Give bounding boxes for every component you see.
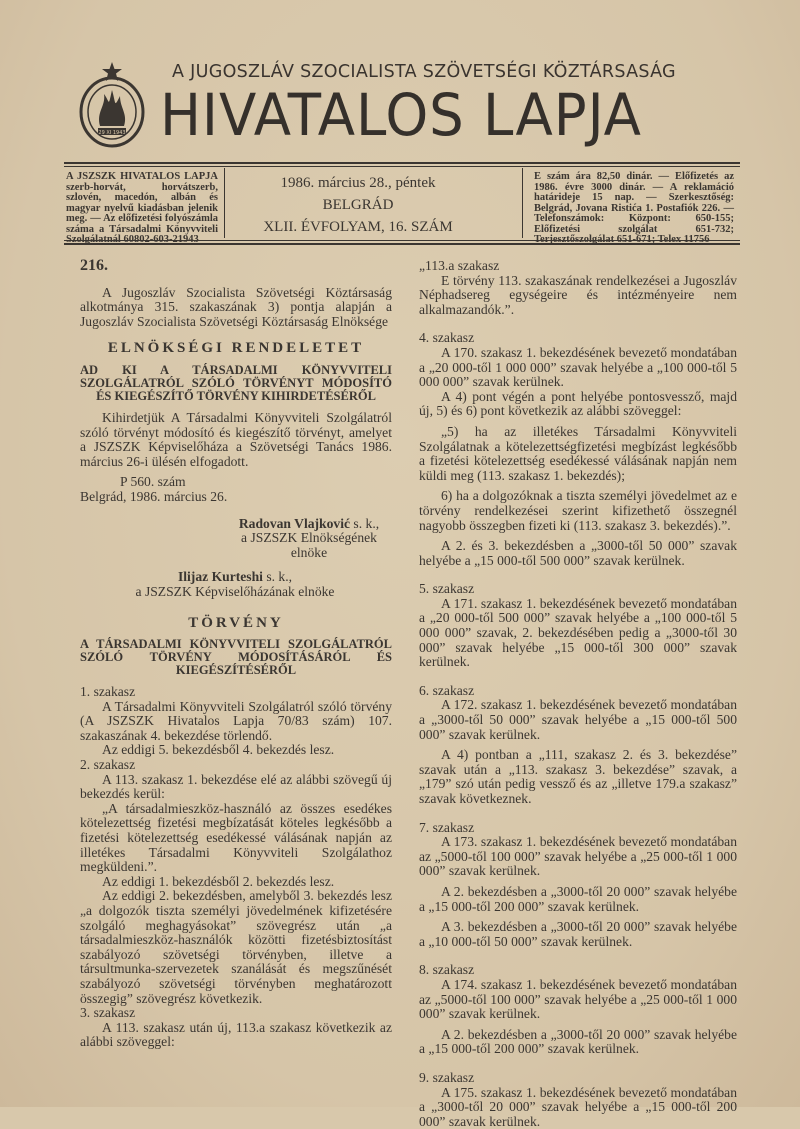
section-heading: 2. szakasz xyxy=(80,758,392,773)
signatory-role: a JSZSZK Elnökségének elnöke xyxy=(226,531,392,560)
left-column xyxy=(80,259,392,1050)
issue-place: BELGRÁD xyxy=(228,194,488,216)
header-divider xyxy=(522,168,523,238)
section-heading: 1. szakasz xyxy=(80,685,392,700)
paragraph: A 4) pont végén a pont helyébe pontosvessző, majd új, 5) és 6) pont következik az alábbi szöveggel: xyxy=(419,390,737,419)
section-heading: 4. szakasz xyxy=(419,331,737,346)
signatory-sk: s. k., xyxy=(350,516,379,531)
law-title: TÖRVÉNY xyxy=(80,616,392,631)
header-bottom-rule-thin xyxy=(64,240,740,241)
paragraph: A 4) pontban a „111, szakasz 2. és 3. bekezdése” szavak után a „113. szakasz 3. bekezdése” szavak, a „179” szó után pedig vessző és az „illetve 179.a szakasz” szavak következnek. xyxy=(419,748,737,806)
intro-paragraph: A Jugoszláv Szocialista Szövetségi Köztársaság alkotmánya 315. szakaszának 3) pontja alapján a Jugoszláv Szocialista Szövetségi Köztársaság Elnöksége xyxy=(80,286,392,330)
section-heading: 8. szakasz xyxy=(419,963,737,978)
header-issue-info xyxy=(228,172,488,242)
masthead-title: HIVATALOS LAPJA xyxy=(160,86,642,144)
paragraph: A 2. bekezdésben a „3000-től 20 000” szavak helyébe a „15 000-től 200 000” szavak kerülnek. xyxy=(419,1028,737,1057)
paragraph: A 175. szakasz 1. bekezdésének bevezető mondatában a „3000-től 20 000” szavak helyébe a „15 000-től 200 000” szavak kerülnek. xyxy=(419,1086,737,1129)
paragraph: A 171. szakasz 1. bekezdésének bevezető mondatában a „20 000-től 500 000” szavak helyébe a „100 000-től 5 000 000” szavak, 2. bekezdésében pedig a „3000-től 30 000” szavak helyébe „15 000-től 300 000” szavak kerülnek. xyxy=(419,597,737,670)
paragraph: A Társadalmi Könyvviteli Szolgálatról szóló törvény (A JSZSZK Hivatalos Lapja 70/83 szám) 107. szakaszának 4. bekezdése törlendő. xyxy=(80,700,392,744)
header-publication-info: A JSZSZK HIVATALOS LAPJA szerb-horvát, horvátszerb, szlovén, macedón, albán és magyar nyelvű kiadásban jelenik meg. — Az előfizetési folyószámla száma a Társadalmi Könyvviteli Szolgálatnál 60802-603-21943 xyxy=(66,172,218,242)
paragraph: 6) ha a dolgozóknak a tiszta személyi jövedelmet az e törvény rendelkezései szerint kifizethető összegnél nagyobb összegben fizeti ki (113. szakasz 3. bekezdés).”. xyxy=(419,489,737,533)
paragraph: Az eddigi 1. bekezdésből 2. bekezdés lesz. xyxy=(80,875,392,890)
item-number: 216. xyxy=(80,259,392,274)
svg-text:29 XI 1943: 29 XI 1943 xyxy=(98,130,125,136)
paragraph: „A társadalmieszköz-használó az összes esedékes kötelezettség fizetési megbízatását köteles legkésőbb a fizetési kötelezettség esedékessé válásának napján az illetékes Társadalmi Könyvviteli Szolgálathoz megküldeni.”. xyxy=(80,802,392,875)
paragraph: A 170. szakasz 1. bekezdésének bevezető mondatában a „20 000-től 1 000 000” szavak helyébe a „100 000-től 5 000 000” szavak kerülnek. xyxy=(419,346,737,390)
paragraph: A 172. szakasz 1. bekezdésének bevezető mondatában a „3000-től 50 000” szavak helyébe a „15 000-től 500 000” szavak kerülnek. xyxy=(419,698,737,742)
decree-subtitle: AD KI A TÁRSADALMI KÖNYVVITELI SZOLGÁLATRÓL SZÓLÓ TÖRVÉNYT MÓDOSÍTÓ ÉS KIEGÉSZÍTŐ TÖRVÉNY KIHIRDETÉSÉRŐL xyxy=(80,364,392,403)
state-emblem-icon xyxy=(76,60,148,152)
header-bottom-rule xyxy=(64,243,740,245)
paragraph: A 174. szakasz 1. bekezdésének bevezető mondatában az „5000-től 100 000” szavak helyébe a „25 000-től 1 000 000” szavak kerülnek. xyxy=(419,978,737,1022)
reference-number: P 560. szám xyxy=(80,475,392,490)
paragraph: „5) ha az illetékes Társadalmi Könyvviteli Szolgálatnak a kötelezettségfizetési megbízást legkésőbb a fizetési kötelezettség esedékessé válásának napján nem küldi meg (113. szakasz 1. bekezdés); xyxy=(419,425,737,483)
paragraph: E törvény 113. szakaszának rendelkezései a Jugoszláv Néphadsereg egységeire és intézményeire nem alkalmazandók.”. xyxy=(419,274,737,318)
signature-2 xyxy=(130,570,340,599)
signature-1 xyxy=(226,517,392,561)
signatory-role: a JSZSZK Képviselőházának elnöke xyxy=(130,585,340,600)
section-heading: 5. szakasz xyxy=(419,582,737,597)
paragraph: A 2. bekezdésben a „3000-től 20 000” szavak helyébe a „15 000-től 200 000” szavak kerülnek. xyxy=(419,885,737,914)
paragraph: A 3. bekezdésben a „3000-től 20 000” szavak helyébe a „10 000-től 50 000” szavak kerülnek. xyxy=(419,920,737,949)
section-heading: 9. szakasz xyxy=(419,1071,737,1086)
signatory-name: Radovan Vlajković xyxy=(239,516,350,531)
paragraph: Az eddigi 5. bekezdésből 4. bekezdés lesz. xyxy=(80,743,392,758)
section-heading: 7. szakasz xyxy=(419,821,737,836)
section-heading: 6. szakasz xyxy=(419,684,737,699)
header-divider xyxy=(224,168,225,238)
paragraph: A 113. szakasz után új, 113.a szakasz következik az alábbi szöveggel: xyxy=(80,1021,392,1050)
paragraph: A 2. és 3. bekezdésben a „3000-től 50 000” szavak helyébe a „15 000-től 500 000” szavak kerülnek. xyxy=(419,539,737,568)
header-price-contact: E szám ára 82,50 dinár. — Előfizetés az 1986. évre 3000 dinár. — A reklamáció határideje 15 nap. — Szerkesztőség: Belgrád, Jovana Ristića 1. Postafiók 226. — Telefonszámok: Központ: 650-155; Előfizetési szolgálat 651-732; Terjesztőszolgálat 651-671; Telex 11756 xyxy=(534,172,734,242)
reference-date: Belgrád, 1986. március 26. xyxy=(80,490,392,505)
paragraph: A 173. szakasz 1. bekezdésének bevezető mondatában az „5000-től 100 000” szavak helyébe a „25 000-től 1 000 000” szavak kerülnek. xyxy=(419,835,737,879)
paragraph: A 113. szakasz 1. bekezdése elé az alábbi szövegű új bekezdés kerül: xyxy=(80,773,392,802)
header-top-rule xyxy=(64,162,740,164)
section-heading: „113.a szakasz xyxy=(419,259,737,274)
signatory-name: Ilijaz Kurteshi xyxy=(178,569,263,584)
signatory-sk: s. k., xyxy=(263,569,292,584)
proclamation-paragraph: Kihirdetjük A Társadalmi Könyvviteli Szolgálatról szóló törvényt módosító és kiegészítő törvényt, amelyet a JSZSZK Képviselőháza a Szövetségi Tanács 1986. március 26-i ülésén elfogadott. xyxy=(80,411,392,469)
publisher-supertitle: A JUGOSZLÁV SZOCIALISTA SZÖVETSÉGI KÖZTÁRSASÁG xyxy=(172,62,676,82)
issue-date: 1986. március 28., péntek xyxy=(228,172,488,194)
issue-volume: XLII. ÉVFOLYAM, 16. SZÁM xyxy=(228,216,488,238)
law-subtitle: A TÁRSADALMI KÖNYVVITELI SZOLGÁLATRÓL SZÓLÓ TÖRVÉNY MÓDOSÍTÁSÁRÓL ÉS KIEGÉSZÍTÉSÉRŐL xyxy=(80,638,392,677)
paragraph: Az eddigi 2. bekezdésben, amelyből 3. bekezdés lesz „a dolgozók tiszta személyi jövedelmének kifizetésére szolgáló meghagyásokat” szövegrész után „a társadalmieszköz-használók közötti fizetésbiztosítást szabályozó szövetségi törvényben, illetve a társultmunka-szervezetek szanálását és megszűnését szabályozó szövetségi törvényben meghatározott összegig” szövegrész következik. xyxy=(80,889,392,1006)
section-heading: 3. szakasz xyxy=(80,1006,392,1021)
right-column xyxy=(419,259,737,1129)
decree-title: ELNÖKSÉGI RENDELETET xyxy=(80,341,392,356)
header-top-rule-thin xyxy=(64,166,740,167)
